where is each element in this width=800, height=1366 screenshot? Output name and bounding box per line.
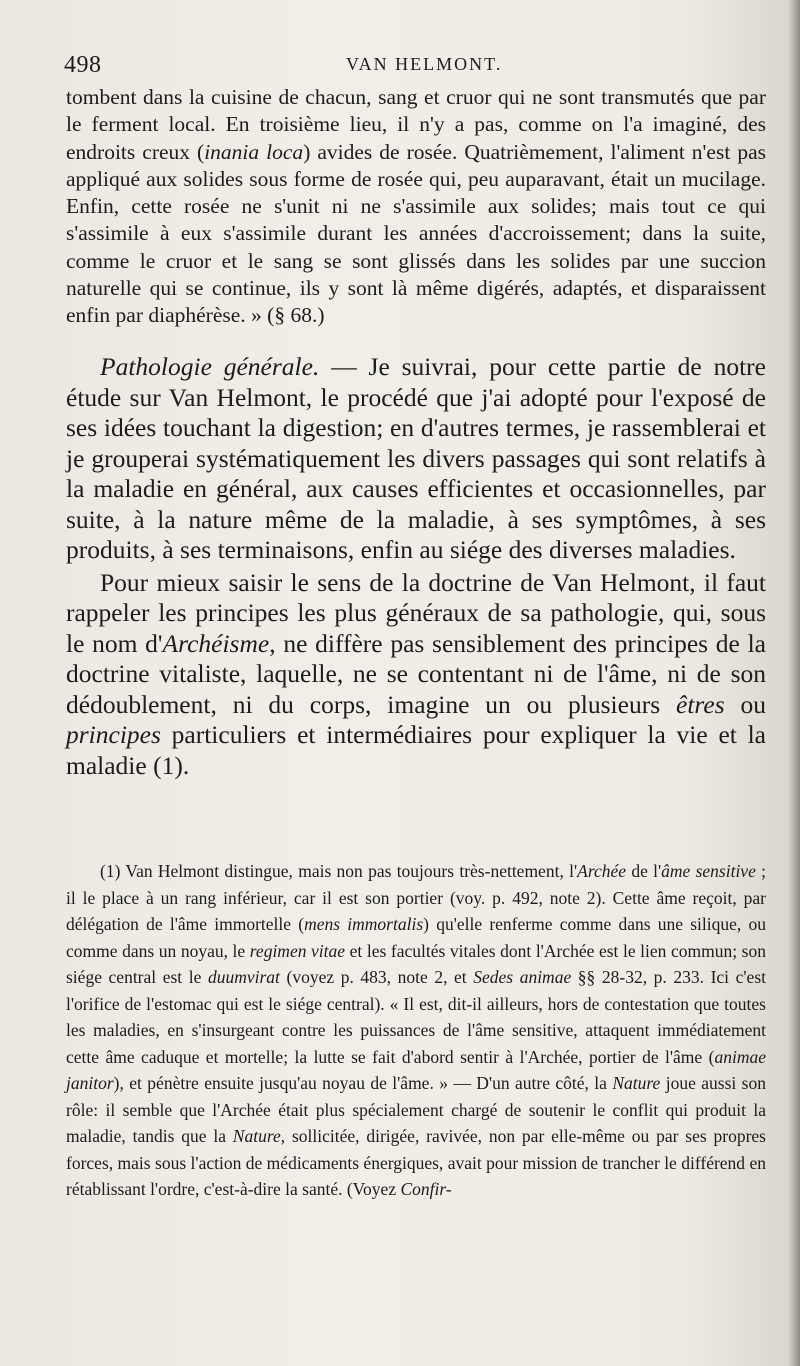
footnote-emphasis: Confir- bbox=[400, 1179, 452, 1199]
intro-text: tombent dans la cuisine de chacun, sang et cruor qui ne sont transmutés que par le ferment local. En troisième lieu, il n'y a pas, comme on l'a imaginé, des endroits creux ( bbox=[66, 85, 766, 164]
footnote-emphasis: Nature bbox=[232, 1126, 281, 1146]
footnote-text: ) qu'elle renferme comme dans une silique, ou comme dans un noyau, le bbox=[66, 914, 767, 961]
footnote-text: et les facultés vitales dont l'Archée est le lien commun; son siége central est le bbox=[66, 940, 766, 987]
paragraph-archeisme bbox=[66, 568, 766, 782]
footnote-text: ), et pénètre ensuite jusqu'au noyau de l'âme. » — D'un autre côté, la bbox=[113, 1073, 613, 1093]
emphasis-etres: êtres bbox=[676, 689, 725, 719]
footnote-text: (voyez p. 483, note 2, et bbox=[279, 967, 474, 987]
emphasis-archeisme: Archéisme bbox=[162, 628, 270, 658]
paragraph-text: ou bbox=[724, 689, 766, 719]
paragraph-text: — Je suivrai, pour cette partie de notre étude sur Van Helmont, le procédé que j'ai adopté pour l'exposé de ses idées touchant la digestion; en d'autres termes, je rassemblerai et je grouperai systématiquement les divers passages qui sont relatifs à la maladie en général, aux causes efficientes et occasionnelles, par suite, à la nature même de la maladie, à ses symptômes, à ses produits, à ses terminaisons, enfin au siége des diverses maladies. bbox=[66, 352, 766, 564]
footnote-emphasis: regimen vitae bbox=[249, 940, 346, 961]
intro-text-cont: ) avides de rosée. Quatrièmement, l'aliment n'est pas appliqué aux solides sous forme de rosée qui, peu auparavant, était un mucilage. Enfin, cette rosée ne s'unit ni ne s'assimile aux solides; mais tout ce qui s'assimile à eux s'assimile durant les années d'accroissement; dans la suite, comme le cruor et le sang se sont glissés dans les solides par une succion naturelle qui se continue, ils y sont là même digérés, adaptés, et disparaissent enfin par diaphérèse. » (§ 68.) bbox=[66, 139, 766, 328]
footnote-text: (1) Van Helmont distingue, mais non pas toujours très-nettement, l' bbox=[100, 861, 578, 881]
section-label: Pathologie générale. bbox=[100, 352, 320, 381]
page-number: 498 bbox=[64, 52, 102, 78]
footnote-text: de l' bbox=[626, 861, 662, 881]
paragraph-text: , ne diffère pas sensiblement des principes de la doctrine vitaliste, laquelle, ne se contentant ni de l'âme, ni de son dédoublement, ni du corps, imagine un ou plusieurs bbox=[66, 628, 766, 719]
emphasis-principes: principes bbox=[66, 720, 161, 749]
footnote-text: ; il le place à un rang inférieur, car il est son portier (voy. p. 492, note 2). Cette âme reçoit, par délégation de l'âme immortelle ( bbox=[66, 861, 766, 934]
footnote-emphasis: Archée bbox=[577, 861, 627, 881]
footnote-text: joue aussi son rôle: il semble que l'Archée était plus spécialement chargé de soutenir le conflit qui produit la maladie, tandis que la bbox=[66, 1073, 766, 1146]
paragraph-text: Pour mieux saisir le sens de la doctrine de Van Helmont, il faut rappeler les principes les plus généraux de sa pathologie, qui, sous le nom d' bbox=[66, 567, 766, 658]
paragraph-pathologie bbox=[66, 352, 766, 566]
intro-emphasis: inania loca bbox=[204, 139, 304, 164]
page-edge-shadow bbox=[788, 0, 800, 1366]
footnote-emphasis: mens immortalis bbox=[304, 914, 424, 934]
footnote-emphasis: âme sensitive bbox=[661, 861, 756, 881]
running-title: VAN HELMONT. bbox=[346, 54, 503, 74]
footnote-emphasis: duumvirat bbox=[207, 967, 280, 987]
footnote bbox=[66, 858, 766, 1203]
paragraph-text: particuliers et intermédiaires pour expliquer la vie et la maladie (1). bbox=[66, 720, 766, 780]
footnote-emphasis: Nature bbox=[612, 1073, 661, 1093]
footnote-text: §§ 28-32, p. 233. Ici c'est l'orifice de l'estomac qui est le siége central). « Il est, dit-il ailleurs, hors de contestation que toutes les maladies, en s'insurgeant contre les puissances de l'âme sensitive, attaquent immédiatement cette âme caduque et mortelle; la lutte se fait d'abord sentir à l'Archée, portier de l'âme ( bbox=[66, 967, 766, 1067]
footnote-emphasis: Sedes animae bbox=[473, 967, 572, 987]
page-header bbox=[64, 52, 764, 80]
footnote-emphasis: animae janitor bbox=[66, 1046, 766, 1093]
footnote-1 bbox=[66, 858, 766, 1203]
footnote-text: , sollicitée, dirigée, ravivée, non par elle-même ou par ses propres forces, mais sous l'action de médicaments énergiques, avait pour mission de trancher le différend en rétablissant l'ordre, c'est-à-dire la santé. (Voyez bbox=[66, 1126, 766, 1199]
main-body bbox=[66, 352, 766, 781]
intro-paragraph bbox=[66, 84, 766, 330]
